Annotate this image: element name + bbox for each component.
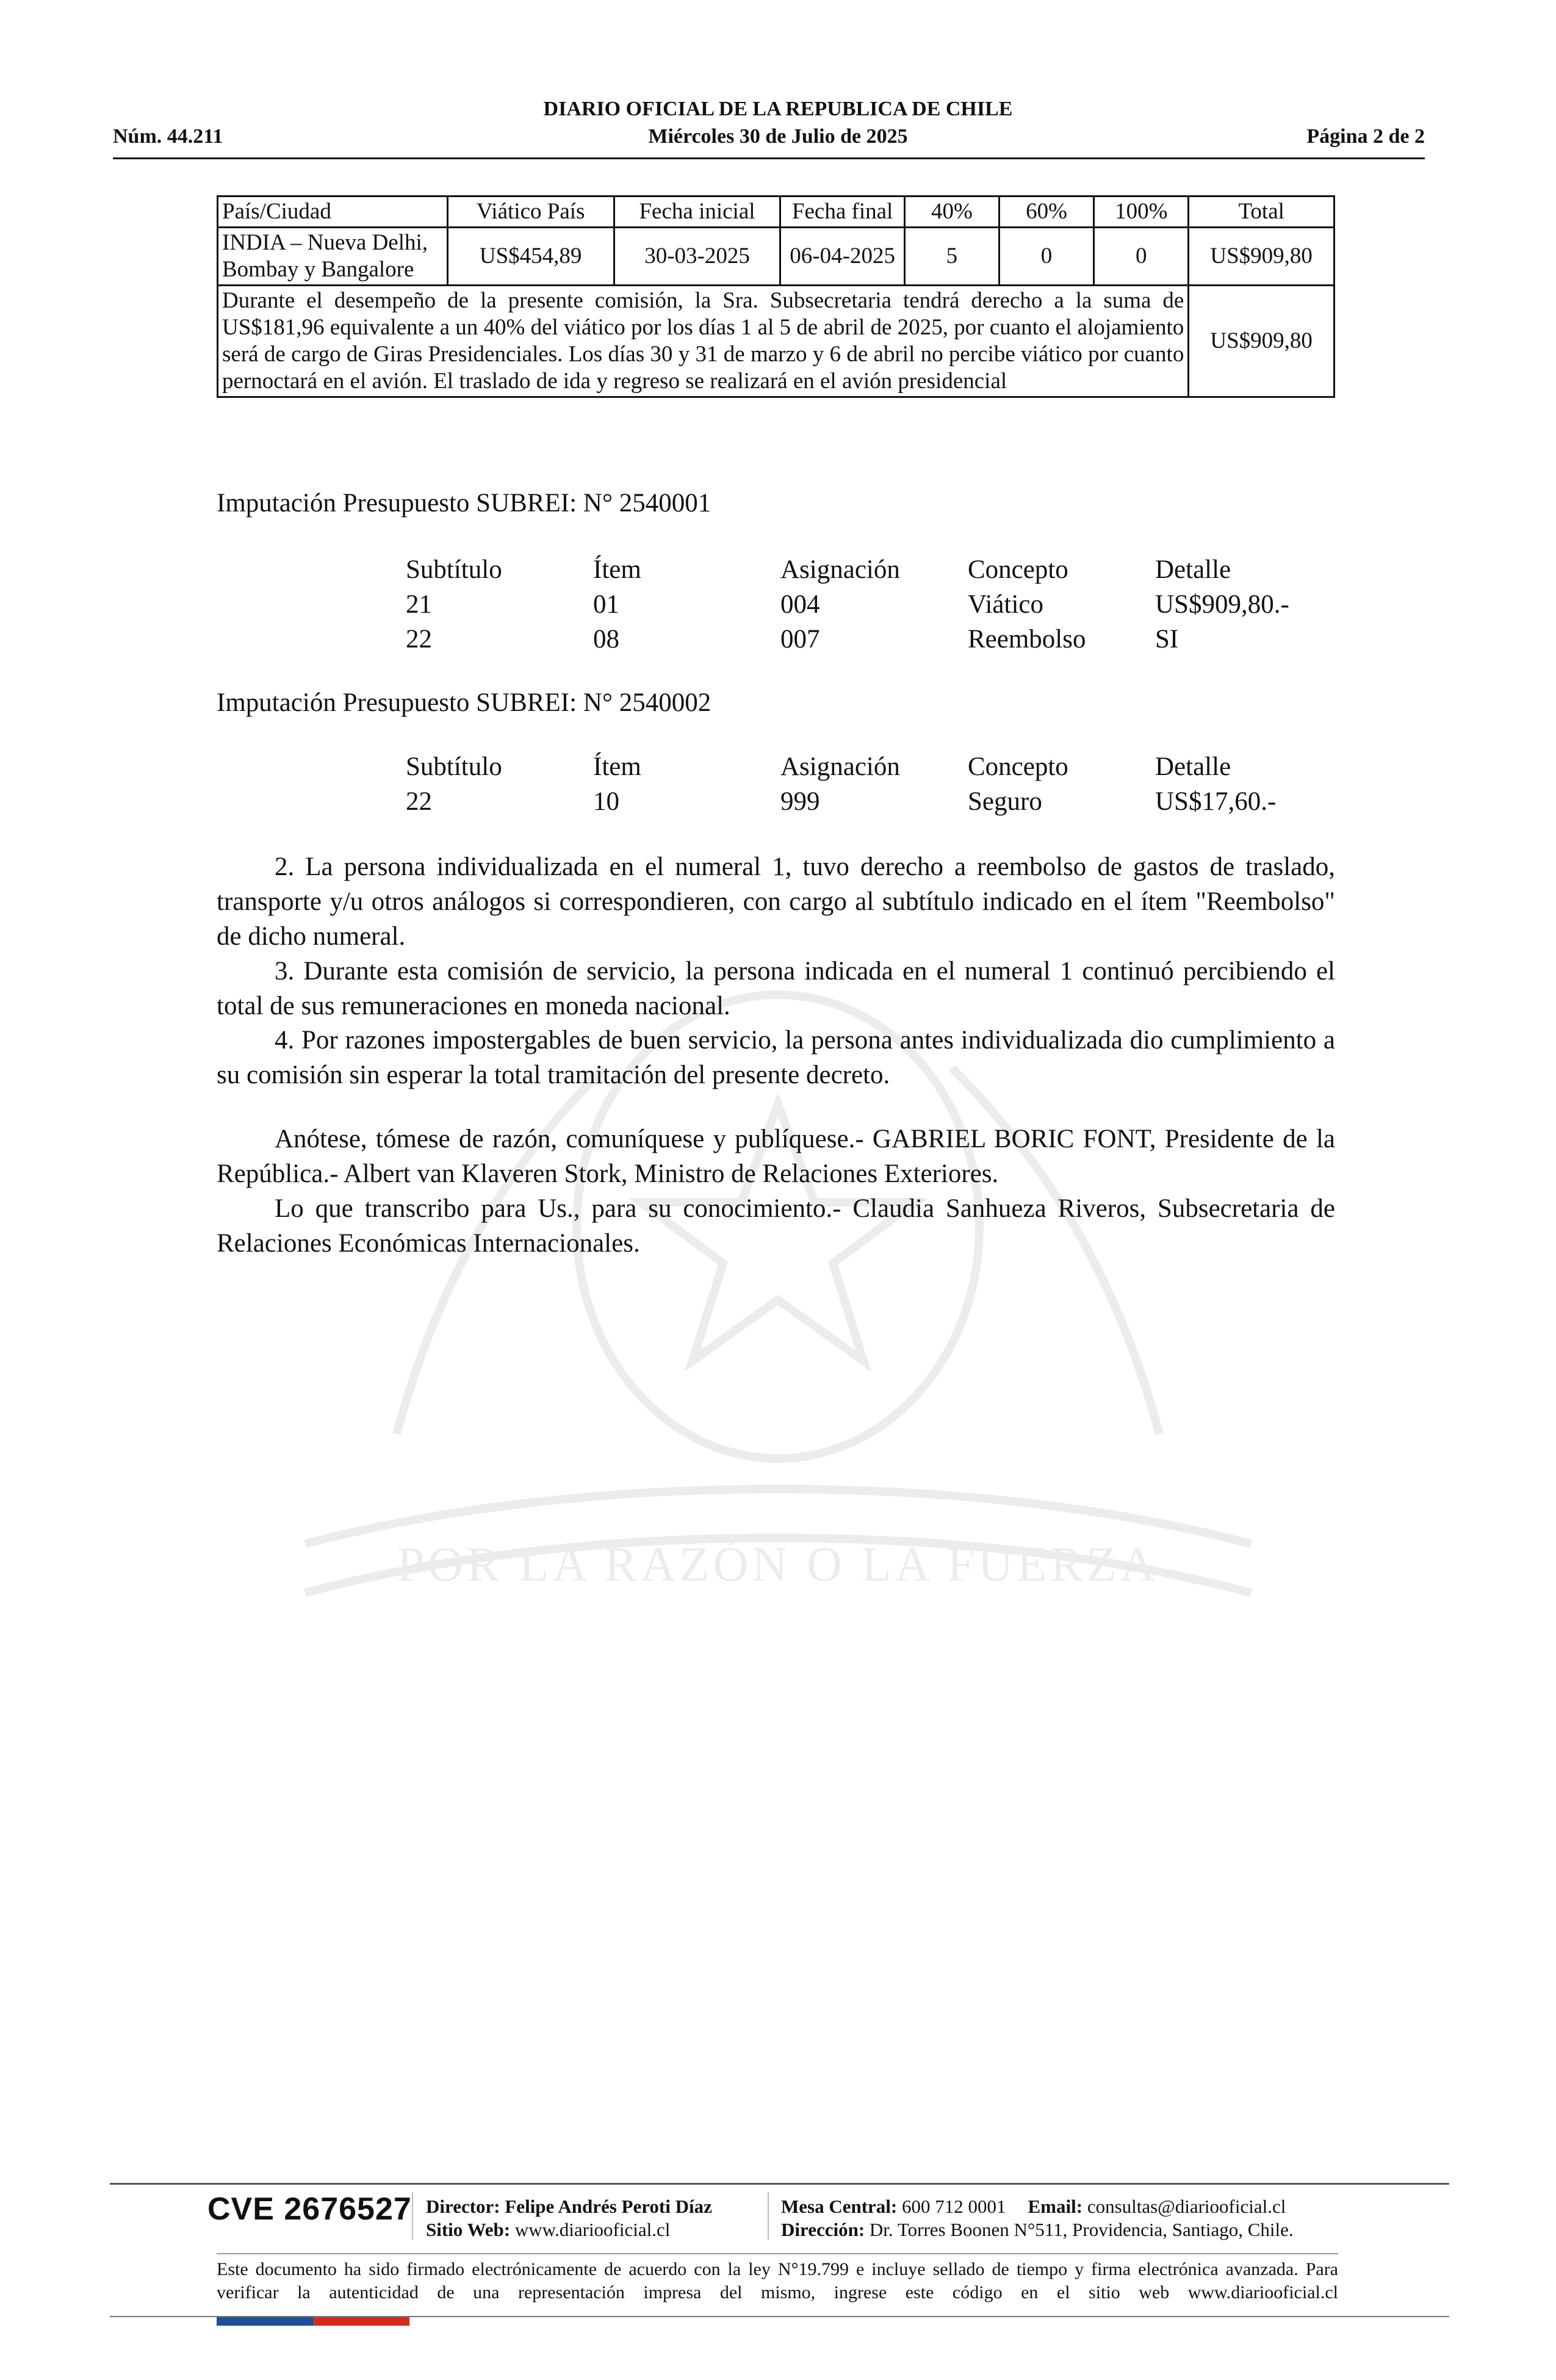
budget-header-cell: Detalle <box>1155 752 1231 781</box>
header-divider <box>113 157 1425 159</box>
newspaper-title: DIARIO OFICIAL DE LA REPUBLICA DE CHILE <box>543 98 1013 120</box>
table-header-cell: Fecha inicial <box>614 197 780 228</box>
website-link[interactable]: www.diariooficial.cl <box>514 2219 671 2240</box>
footer-separator <box>412 2192 413 2240</box>
table-header-cell: Viático País <box>447 197 614 228</box>
phone-label: Mesa Central: <box>781 2196 898 2217</box>
footer-inner-divider <box>217 2253 1338 2254</box>
total-cell: US$909,80 <box>1189 228 1334 286</box>
budget-cell: 01 <box>593 590 619 619</box>
budget-cell: 007 <box>780 625 820 654</box>
watermark-motto: POR LA RAZÓN O LA FUERZA <box>397 1538 1159 1592</box>
address-label: Dirección: <box>781 2219 865 2240</box>
budget-header-cell: Asignación <box>780 752 900 781</box>
page-indicator: Página 2 de 2 <box>1306 125 1425 148</box>
budget-header-cell: Asignación <box>780 555 900 584</box>
budget-cell: US$17,60.- <box>1155 787 1277 816</box>
budget-header-cell: Concepto <box>968 752 1068 781</box>
table-header-row <box>218 197 1334 228</box>
issue-date: Miércoles 30 de Julio de 2025 <box>648 125 908 148</box>
budget-cell: Reembolso <box>968 625 1086 654</box>
flag-red-stripe <box>313 2317 409 2326</box>
budget-title-2: Imputación Presupuesto SUBREI: N° 2540002 <box>217 688 711 717</box>
website-label: Sitio Web: <box>426 2219 511 2240</box>
budget-row <box>406 587 1338 622</box>
budget-title-1: Imputación Presupuesto SUBREI: N° 2540001 <box>217 489 711 517</box>
start-date-cell: 30-03-2025 <box>614 228 780 286</box>
budget-header-cell: Ítem <box>593 752 641 781</box>
issue-number: Núm. 44.211 <box>113 125 223 148</box>
table-header-cell: Total <box>1189 197 1334 228</box>
paragraph-text: 2. La persona individualizada en el numeral 1, tuvo derecho a reembolso de gastos de traslado, transporte y/u otros análogos si correspondieren, con cargo al subtítulo indicado en el ítem "Reembolso" de dicho numeral. <box>217 853 1335 951</box>
pct40-cell: 5 <box>904 228 999 286</box>
budget-cell: 22 <box>406 625 432 654</box>
body-paragraph <box>217 954 1335 1023</box>
budget-header-cell: Subtítulo <box>406 752 502 781</box>
cve-code: CVE 2676527 <box>207 2191 412 2227</box>
budget-cell: 22 <box>406 787 432 816</box>
footer-director-block <box>426 2195 712 2241</box>
table-row <box>218 228 1334 286</box>
note-cell: Durante el desempeño de la presente comisión, la Sra. Subsecretaria tendrá derecho a la suma de US$181,96 equivalente a un 40% del viático por los días 1 al 5 de abril de 2025, por cuanto el alojamiento será de cargo de Giras Presidenciales. Los días 30 y 31 de marzo y 6 de abril no percibe viático por cuanto pernoctará en el avión. El traslado de ida y regreso se realizará en el avión presidencial <box>218 286 1189 397</box>
budget-cell: US$909,80.- <box>1155 590 1289 619</box>
budget-header-cell: Detalle <box>1155 555 1231 584</box>
budget-cell: 999 <box>780 787 820 816</box>
body-paragraph <box>217 1122 1335 1191</box>
pct100-cell: 0 <box>1094 228 1189 286</box>
budget-cell: 21 <box>406 590 432 619</box>
viatico-cell: US$454,89 <box>447 228 614 286</box>
budget-header-cell: Subtítulo <box>406 555 502 584</box>
budget-cell: 004 <box>780 590 820 619</box>
table-header-cell: 60% <box>999 197 1093 228</box>
legal-notice: Este documento ha sido firmado electrónicamente de acuerdo con la ley N°19.799 e incluye sellado de tiempo y firma electrónica avanzada. Para verificar la autenticidad de una representación impresa del mismo, ingrese este código en el sitio web www.diariooficial.cl <box>217 2259 1338 2302</box>
paragraph-text: Anótese, tómese de razón, comuníquese y publíquese.- GABRIEL BORIC FONT, Presidente de la República.- Albert van Klaveren Stork, Ministro de Relaciones Exteriores. <box>217 1125 1335 1188</box>
budget-header-row <box>406 552 1338 587</box>
table-header-cell: Fecha final <box>780 197 904 228</box>
director-name: Felipe Andrés Peroti Díaz <box>505 2196 712 2217</box>
footer-divider <box>110 2183 1449 2185</box>
budget-cell: 10 <box>593 787 619 816</box>
director-label: Director: <box>426 2196 500 2217</box>
paragraph-text: 3. Durante esta comisión de servicio, la persona indicada en el numeral 1 continuó percibiendo el total de sus remuneraciones en moneda nacional. <box>217 957 1335 1020</box>
email-label: Email: <box>1028 2196 1083 2217</box>
budget-header-row <box>406 749 1338 784</box>
email-link[interactable]: consultas@diariooficial.cl <box>1087 2196 1286 2217</box>
address-text: Dr. Torres Boonen N°511, Providencia, Santiago, Chile. <box>869 2219 1294 2240</box>
table-header-cell: 100% <box>1094 197 1189 228</box>
budget-header-cell: Concepto <box>968 555 1068 584</box>
budget-grid-1 <box>406 552 1338 657</box>
budget-cell: Viático <box>968 590 1043 619</box>
budget-header-cell: Ítem <box>593 555 641 584</box>
footer-separator <box>768 2192 769 2240</box>
budget-grid-2 <box>406 749 1338 819</box>
body-paragraph <box>217 1191 1335 1261</box>
end-date-cell: 06-04-2025 <box>780 228 904 286</box>
footer-contact-block <box>781 2195 1294 2241</box>
body-paragraph <box>217 1023 1335 1092</box>
table-header-cell: 40% <box>904 197 999 228</box>
budget-row <box>406 622 1338 657</box>
table-note-row <box>218 286 1334 397</box>
budget-cell: 08 <box>593 625 619 654</box>
paragraph-text: Lo que transcribo para Us., para su conocimiento.- Claudia Sanhueza Riveros, Subsecretaria de Relaciones Económicas Internacionales. <box>217 1194 1335 1258</box>
phone-number: 600 712 0001 <box>902 2196 1006 2217</box>
table-header-cell: País/Ciudad <box>218 197 448 228</box>
body-paragraph <box>217 849 1335 954</box>
pct60-cell: 0 <box>999 228 1093 286</box>
budget-cell: Seguro <box>968 787 1042 816</box>
note-total-cell: US$909,80 <box>1189 286 1334 397</box>
city-cell: INDIA – Nueva Delhi, Bombay y Bangalore <box>218 228 448 286</box>
flag-blue-stripe <box>217 2317 313 2326</box>
viatico-table <box>217 195 1335 398</box>
paragraph-text: 4. Por razones impostergables de buen servicio, la persona antes individualizada dio cumplimiento a su comisión sin esperar la total tramitación del presente decreto. <box>217 1026 1335 1089</box>
budget-row <box>406 784 1338 819</box>
budget-cell: SI <box>1155 625 1179 654</box>
